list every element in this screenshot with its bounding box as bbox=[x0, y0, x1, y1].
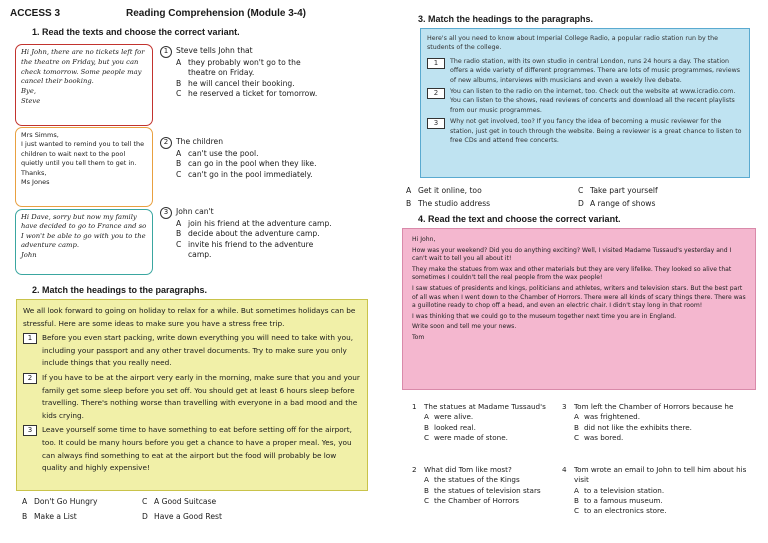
question-stem: John can't bbox=[176, 207, 214, 216]
choice-a[interactable]: A Don't Go Hungry bbox=[22, 497, 98, 506]
task1-question-3 bbox=[160, 207, 360, 261]
task3-choices bbox=[406, 185, 756, 210]
option-b[interactable]: B he will cancel their booking. bbox=[176, 78, 295, 88]
option-c[interactable]: C the Chamber of Horrors bbox=[424, 495, 520, 505]
paragraph-2: 2 If you have to be at the airport very early in the morning, make sure that you and your family get some sleep before you set off. You should get at least 6 hours sleep before travelling. There's nothing worse than travelling with everyone in a bad mood and the kids crying. bbox=[23, 372, 361, 422]
option-a[interactable]: A the statues of the Kings bbox=[424, 475, 520, 485]
choice-b[interactable]: B Make a List bbox=[22, 512, 77, 521]
option-b[interactable]: B did not like the exhibits there. bbox=[574, 422, 692, 432]
letter-paragraph-1: How was your weekend? Did you do anything exciting? Well, I visited Madame Tussaud's yesterday and I can't wait to tell you all about it! bbox=[412, 246, 732, 263]
note-steve: Hi John, there are no tickets left for the theatre on Friday, but you can check tomorrow. Some people may cancel their booking. Bye, Steve bbox=[15, 44, 153, 126]
option-a[interactable]: A they probably won't go to the theatre on Friday. bbox=[176, 58, 301, 78]
letter-signature: Tom bbox=[412, 333, 425, 341]
option-c[interactable]: C invite his friend to the adventure camp. bbox=[176, 239, 314, 260]
task3-text-box bbox=[420, 28, 750, 178]
question-number: 2 bbox=[160, 137, 172, 149]
task2-intro: We all look forward to going on holiday to relax for a while. But sometimes holidays can be stressful. Here are some ideas to make sure you have a stress free trip. bbox=[23, 306, 356, 328]
letter-greeting: Hi John, bbox=[412, 236, 436, 243]
choice-a[interactable]: A Get it online, too bbox=[406, 186, 482, 195]
option-a[interactable]: A join his friend at the adventure camp. bbox=[176, 219, 332, 228]
task4-question-4: 4 Tom wrote an email to John to tell him about his visit A to a television station. B to a famous museum. C to an electronics store. bbox=[562, 465, 752, 516]
choice-d[interactable]: D A range of shows bbox=[578, 199, 656, 208]
option-c[interactable]: C were made of stone. bbox=[424, 432, 508, 442]
access-label: ACCESS 3 bbox=[10, 8, 61, 19]
choice-b[interactable]: B The studio address bbox=[406, 199, 491, 208]
note-john: Hi Dave, sorry but now my family have decided to go to France and so I won't be able to go with you to the adventure camp. John bbox=[15, 209, 153, 275]
task1-question-1 bbox=[160, 46, 360, 100]
option-c[interactable]: C to an electronics store. bbox=[574, 506, 667, 516]
letter-paragraph-2: They make the statues from wax and other materials but they are very lifelike. They looked so alive that sometimes I couldn't tell the real people from the wax people! bbox=[412, 265, 732, 282]
option-b[interactable]: B looked real. bbox=[424, 422, 476, 432]
option-b[interactable]: B to a famous museum. bbox=[574, 495, 663, 505]
paragraph-2: 2 You can listen to the radio on the internet, too. Check out the website at www.icradio.com. You can listen to the shows, read reviews of concerts and download all the recent playlists from our music programmes. bbox=[427, 87, 743, 115]
option-a[interactable]: A were alive. bbox=[424, 412, 474, 422]
question-number: 1 bbox=[160, 46, 172, 58]
question-stem: Steve tells John that bbox=[176, 46, 253, 55]
task4-question-1: 1 The statues at Madame Tussaud's A were alive. B looked real. C were made of stone. bbox=[412, 402, 562, 443]
paragraph-1: 1 Before you even start packing, write down everything you will need to take with you, including your passport and any other travel documents. Try to make sure you only include things that you really need. bbox=[23, 332, 361, 370]
option-a[interactable]: A to a television station. bbox=[574, 485, 665, 495]
option-a[interactable]: A was frightened. bbox=[574, 412, 640, 422]
task1-heading: 1. Read the texts and choose the correct variant. bbox=[32, 27, 240, 37]
option-b[interactable]: B can go in the pool when they like. bbox=[176, 159, 317, 169]
task2-choices bbox=[22, 496, 362, 523]
note-ms-jones: Mrs Simms, I just wanted to remind you to tell the children to wait next to the pool quietly until you tell them to get in. Thanks, Ms Jones bbox=[15, 127, 153, 207]
choice-c[interactable]: C Take part yourself bbox=[578, 186, 658, 195]
letter-paragraph-3: I saw statues of presidents and kings, politicians and athletes, writers and television stars. But the best part of all was when I went down to the Chamber of Horrors. There were all kinds of scary things there. There was a guillotine ready to chop off a head, and even an electric chair. I didn't stay long in that room! bbox=[412, 284, 746, 310]
option-c[interactable]: C was bored. bbox=[574, 432, 624, 442]
task1-question-2 bbox=[160, 137, 360, 180]
task4-heading: 4. Read the text and choose the correct variant. bbox=[418, 214, 621, 224]
option-c[interactable]: C he reserved a ticket for tomorrow. bbox=[176, 89, 318, 99]
letter-paragraph-5: Write soon and tell me your news. bbox=[412, 323, 517, 331]
choice-c[interactable]: C A Good Suitcase bbox=[142, 497, 217, 506]
task4-letter-box bbox=[402, 228, 756, 390]
paragraph-1: 1 The radio station, with its own studio in central London, runs 24 hours a day. The station offers a wide variety of different programmes. There are lots of music programmes, reviews of new albums, interviews with musicians and even a weekly live debate. bbox=[427, 57, 743, 85]
page-title: Reading Comprehension (Module 3-4) bbox=[126, 8, 307, 19]
task2-heading: 2. Match the headings to the paragraphs. bbox=[32, 285, 208, 295]
paragraph-3: 3 Why not get involved, too? If you fancy the idea of becoming a music reviewer for the station, just get in touch through the website. Being a reviewer is a great chance to listen to free CDs and attend free concerts. bbox=[427, 117, 743, 145]
task4-question-3: 3 Tom left the Chamber of Horrors because he A was frightened. B did not like the exhibits there. C was bored. bbox=[562, 402, 752, 443]
question-stem: The children bbox=[176, 137, 224, 146]
choice-d[interactable]: D Have a Good Rest bbox=[142, 512, 222, 521]
option-a[interactable]: A can't use the pool. bbox=[176, 149, 259, 158]
question-number: 3 bbox=[160, 207, 172, 219]
option-c[interactable]: C can't go in the pool immediately. bbox=[176, 169, 313, 179]
task2-text-box bbox=[16, 299, 368, 491]
task4-question-2: 2 What did Tom like most? A the statues of the Kings B the statues of television stars C the Chamber of Horrors bbox=[412, 465, 562, 506]
task3-heading: 3. Match the headings to the paragraphs. bbox=[418, 14, 594, 24]
paragraph-3: 3 Leave yourself some time to have something to eat before setting off for the airport, too. It could be many hours before you get a chance to have a proper meal. Yes, you can always find something to eat at the airport but the food will probably be low quality and highly expensive! bbox=[23, 424, 361, 474]
option-b[interactable]: B the statues of television stars bbox=[424, 485, 541, 495]
option-b[interactable]: B decide about the adventure camp. bbox=[176, 229, 320, 239]
letter-paragraph-4: I was thinking that we could go to the museum together next time you are in England. bbox=[412, 312, 677, 320]
task3-intro: Here's all you need to know about Imperial College Radio, a popular radio station run by the students of the college. bbox=[427, 35, 719, 52]
